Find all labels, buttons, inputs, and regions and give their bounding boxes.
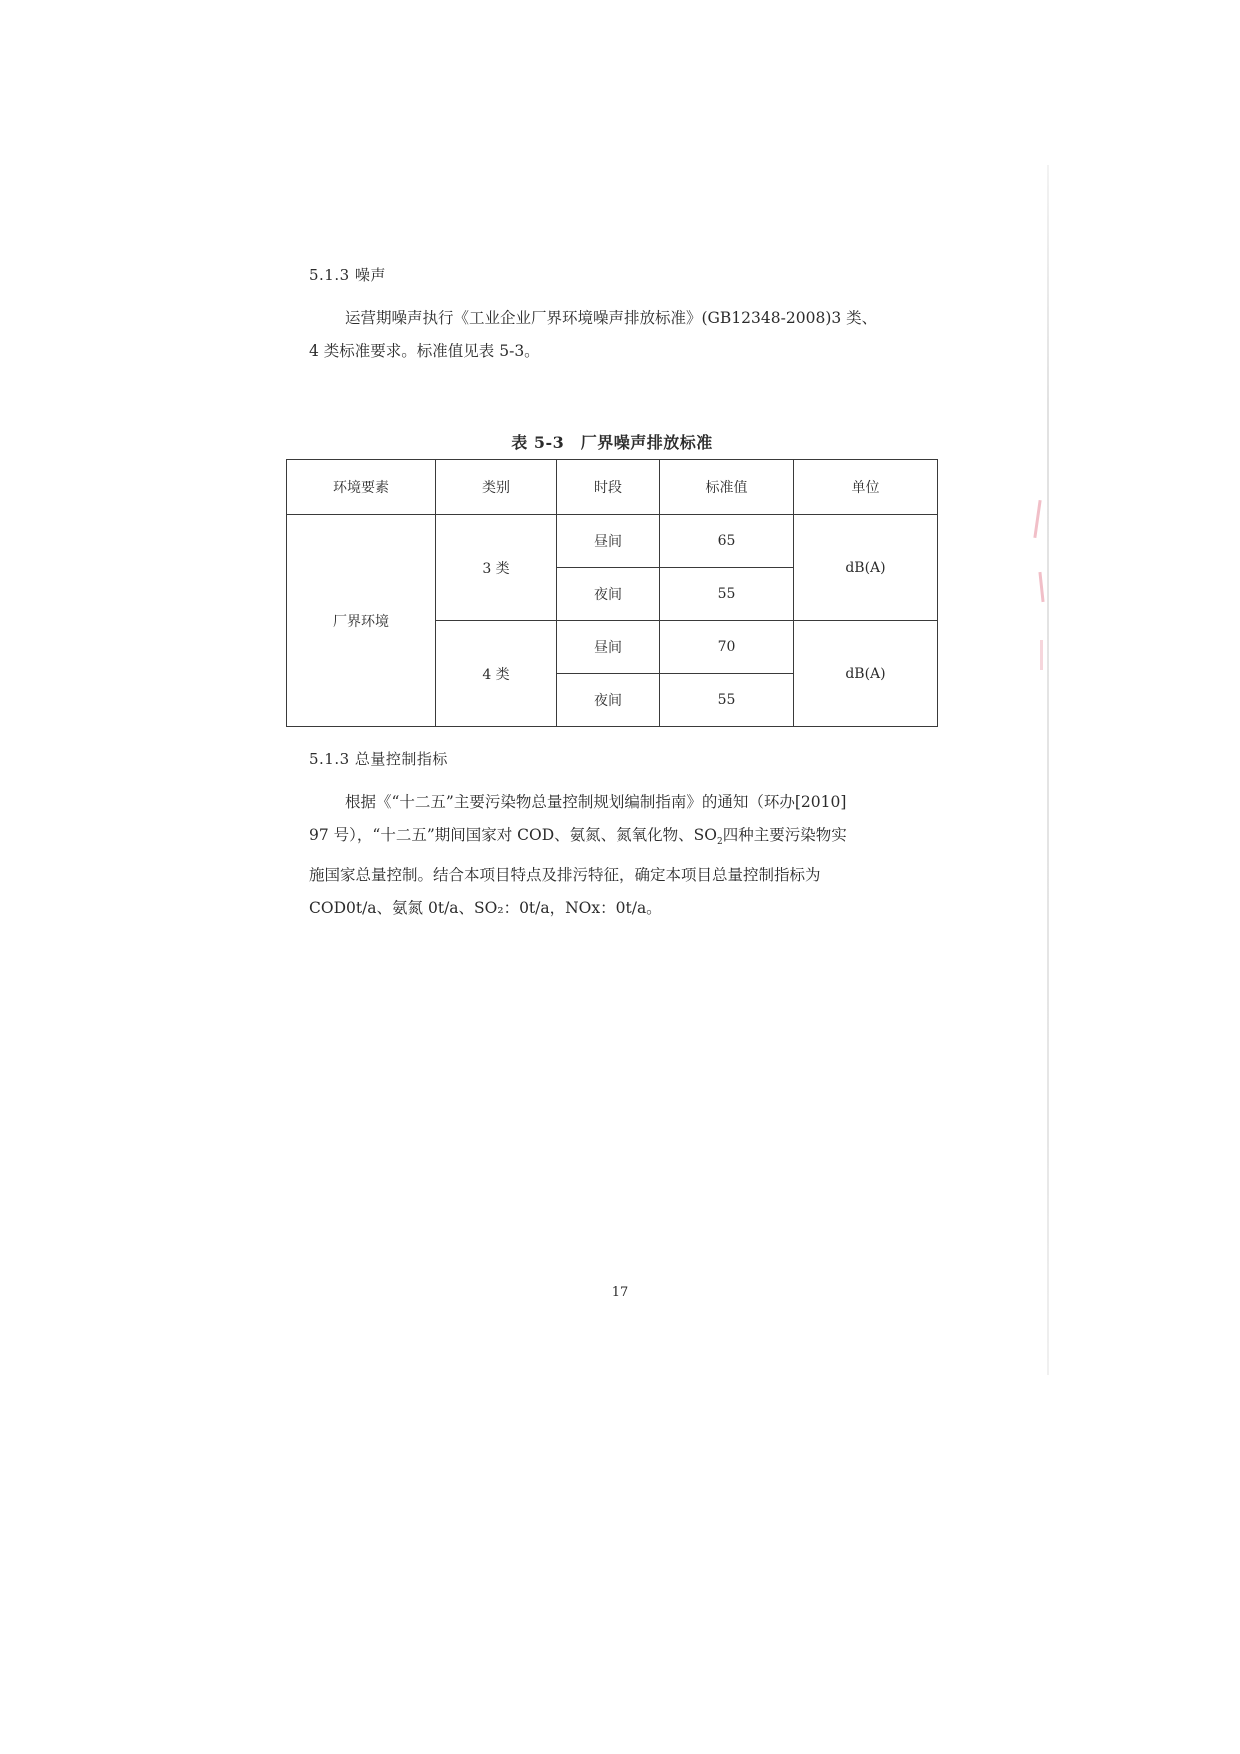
stamp-mark [1033, 500, 1041, 538]
value-cell: 70 [660, 621, 794, 674]
period-cell: 昼间 [557, 515, 660, 568]
scan-edge [1047, 165, 1049, 1375]
value-cell: 55 [660, 674, 794, 727]
stamp-mark [1038, 572, 1044, 602]
unit-cell: dB(A) [794, 621, 938, 727]
period-cell: 夜间 [557, 568, 660, 621]
noise-standard-table [286, 459, 938, 727]
page-number: 17 [611, 1285, 629, 1300]
subscript: 2 [717, 837, 723, 848]
paragraph-line: 根据《“十二五”主要污染物总量控制规划编制指南》的通知（环办[2010] [345, 793, 847, 811]
paragraph-line: 运营期噪声执行《工业企业厂界环境噪声排放标准》(GB12348-2008)3 类、 [345, 309, 878, 327]
element-cell: 厂界环境 [287, 515, 436, 727]
category-cell: 4 类 [436, 621, 557, 727]
paragraph-line: 施国家总量控制。结合本项目特点及排污特征，确定本项目总量控制指标为 [309, 866, 821, 885]
stamp-mark [1040, 640, 1043, 670]
header-cell: 标准值 [660, 460, 794, 515]
paragraph-line: 4 类标准要求。标准值见表 5-3。 [309, 342, 540, 360]
header-cell: 时段 [557, 460, 660, 515]
paragraph-noise [309, 302, 915, 368]
header-cell: 单位 [794, 460, 938, 515]
table-caption: 表 5-3 厂界噪声排放标准 [511, 433, 713, 452]
value-cell: 55 [660, 568, 794, 621]
value-cell: 65 [660, 515, 794, 568]
table-row [287, 515, 938, 568]
paragraph-total-control [309, 786, 915, 925]
paragraph-line [309, 819, 915, 859]
period-cell: 昼间 [557, 621, 660, 674]
paragraph-line: COD0t/a、氨氮 0t/a、SO₂：0t/a，NOx：0t/a。 [309, 899, 662, 918]
line-text: 97 号），“十二五”期间国家对 COD、氨氮、氮氧化物、SO [309, 826, 717, 844]
section-heading-total-control: 5.1.3 总量控制指标 [309, 750, 448, 768]
section-heading-noise: 5.1.3 噪声 [309, 266, 386, 284]
period-cell: 夜间 [557, 674, 660, 727]
header-cell: 环境要素 [287, 460, 436, 515]
line-text: 四种主要污染物实 [722, 826, 847, 844]
unit-cell: dB(A) [794, 515, 938, 621]
header-cell: 类别 [436, 460, 557, 515]
category-cell: 3 类 [436, 515, 557, 621]
table-header-row [287, 460, 938, 515]
